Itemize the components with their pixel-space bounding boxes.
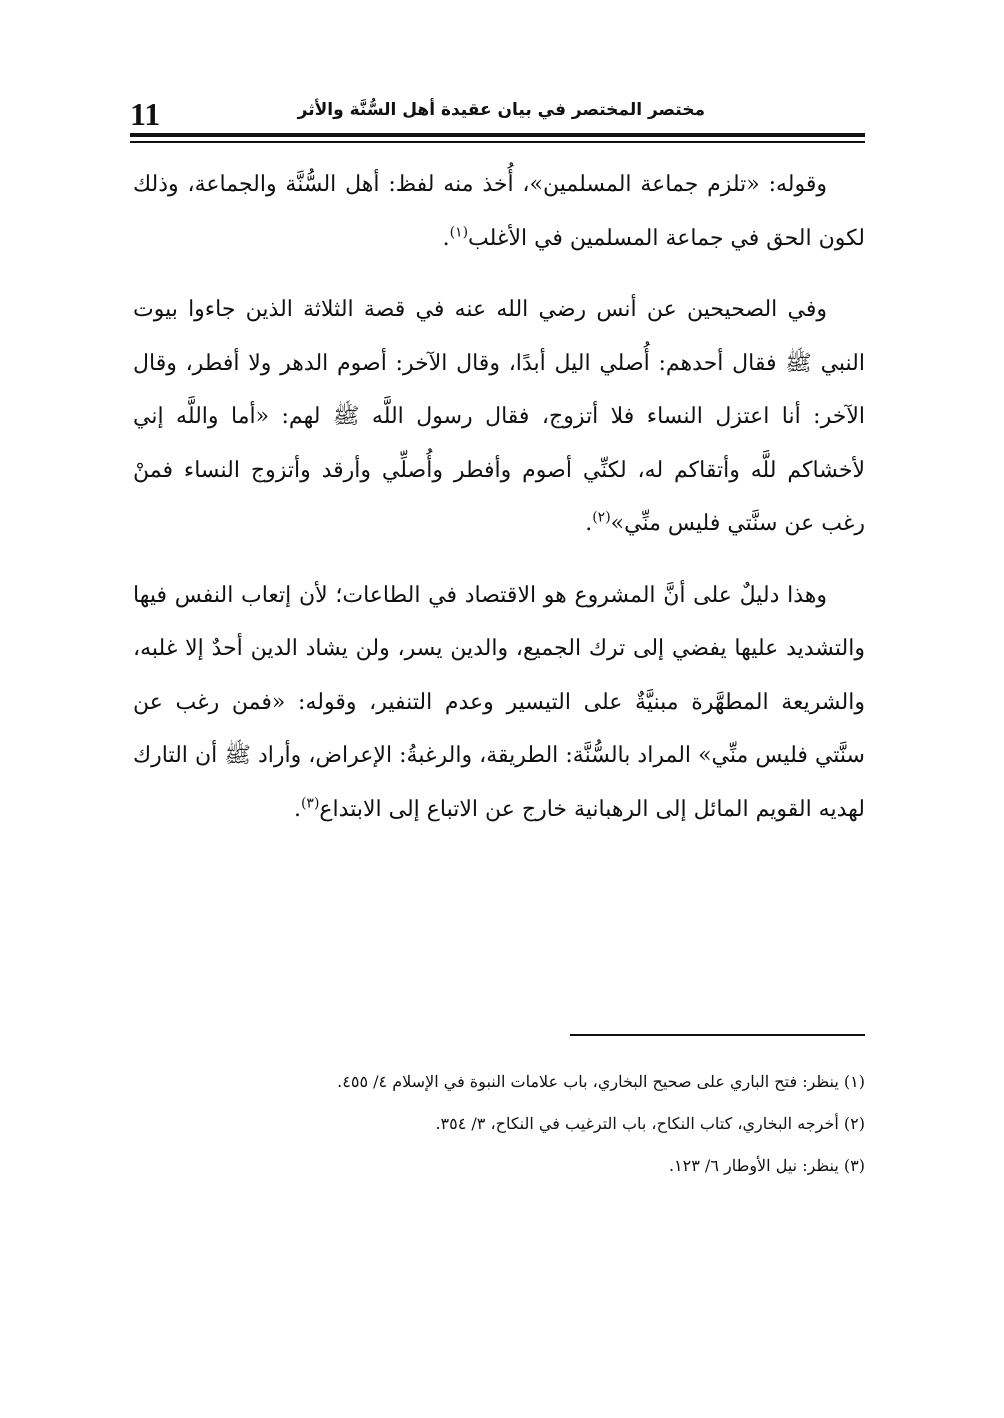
main-text: [133, 158, 865, 836]
footnote-reference: (١): [449, 224, 469, 241]
page-header: [130, 92, 865, 132]
paragraph-text: وقوله: «تلزم جماعة المسلمين»، أُخذ منه لفظ: أهل السُّنَّة والجماعة، وذلك لكون الحق في جماعة المسلمين في الأغلب: [133, 172, 865, 251]
paragraph: [133, 158, 865, 265]
paragraph-text: وهذا دليلٌ على أنَّ المشروع هو الاقتصاد في الطاعات؛ لأن إتعاب النفس فيها والتشديد عليها يفضي إلى ترك الجميع، والدين يسر، ولن يشاد الدين أحدٌ إلا غلبه، والشريعة المطهَّرة مبنيَّةٌ على التيسير وعدم التنفير، وقوله: «فمن رغب عن سنَّتي فليس منِّي» المراد بالسُّنَّة: الطريقة، والرغبةُ: الإعراض، وأراد ﷺ أن التارك لهديه القويم المائل إلى الرهبانية خارج عن الاتباع إلى الابتداع: [133, 582, 865, 822]
header-rule-thin: [130, 141, 865, 143]
footnote-reference: (٣): [300, 795, 320, 812]
footnote-item: (٣) ينظر: نيل الأوطار ٦/ ١٢٣.: [668, 1156, 865, 1175]
footnote-item: (٢) أخرجه البخاري، كتاب النكاح، باب الترغيب في النكاح، ٣/ ٣٥٤.: [435, 1114, 865, 1133]
header-rule-thick: [130, 133, 865, 137]
paragraph-end: .: [442, 225, 450, 251]
paragraph: [133, 569, 865, 837]
footnote-item: (١) ينظر: فتح الباري على صحيح البخاري، باب علامات النبوة في الإسلام ٤/ ٤٥٥.: [337, 1072, 865, 1091]
paragraph-text: وفي الصحيحين عن أنس رضي الله عنه في قصة الثلاثة الذين جاءوا بيوت النبي ﷺ فقال أحدهم: أُصلي اليل أبدًا، وقال الآخر: أصوم الدهر ولا أفطر، وقال الآخر: أنا اعتزل النساء فلا أتزوج، فقال رسول اللَّه ﷺ لهم: «أما واللَّه إني لأخشاكم للَّه وأتقاكم له، لكنِّي أصوم وأفطر وأُصلِّي وأرقد وأتزوج النساء فمنْ رغب عن سنَّتي فليس منِّي»: [133, 297, 865, 536]
footnotes: [133, 1068, 865, 1194]
paragraph: [133, 283, 865, 551]
running-title: مختصر المختصر في بيان عقيدة أهل السُّنَّة والأثر: [297, 100, 705, 120]
footnote-separator: [570, 1034, 865, 1036]
paragraph-end: .: [293, 796, 301, 822]
paragraph-end: .: [585, 511, 593, 536]
page-number: 11: [130, 96, 161, 132]
footnote-reference: (٢): [592, 509, 611, 526]
